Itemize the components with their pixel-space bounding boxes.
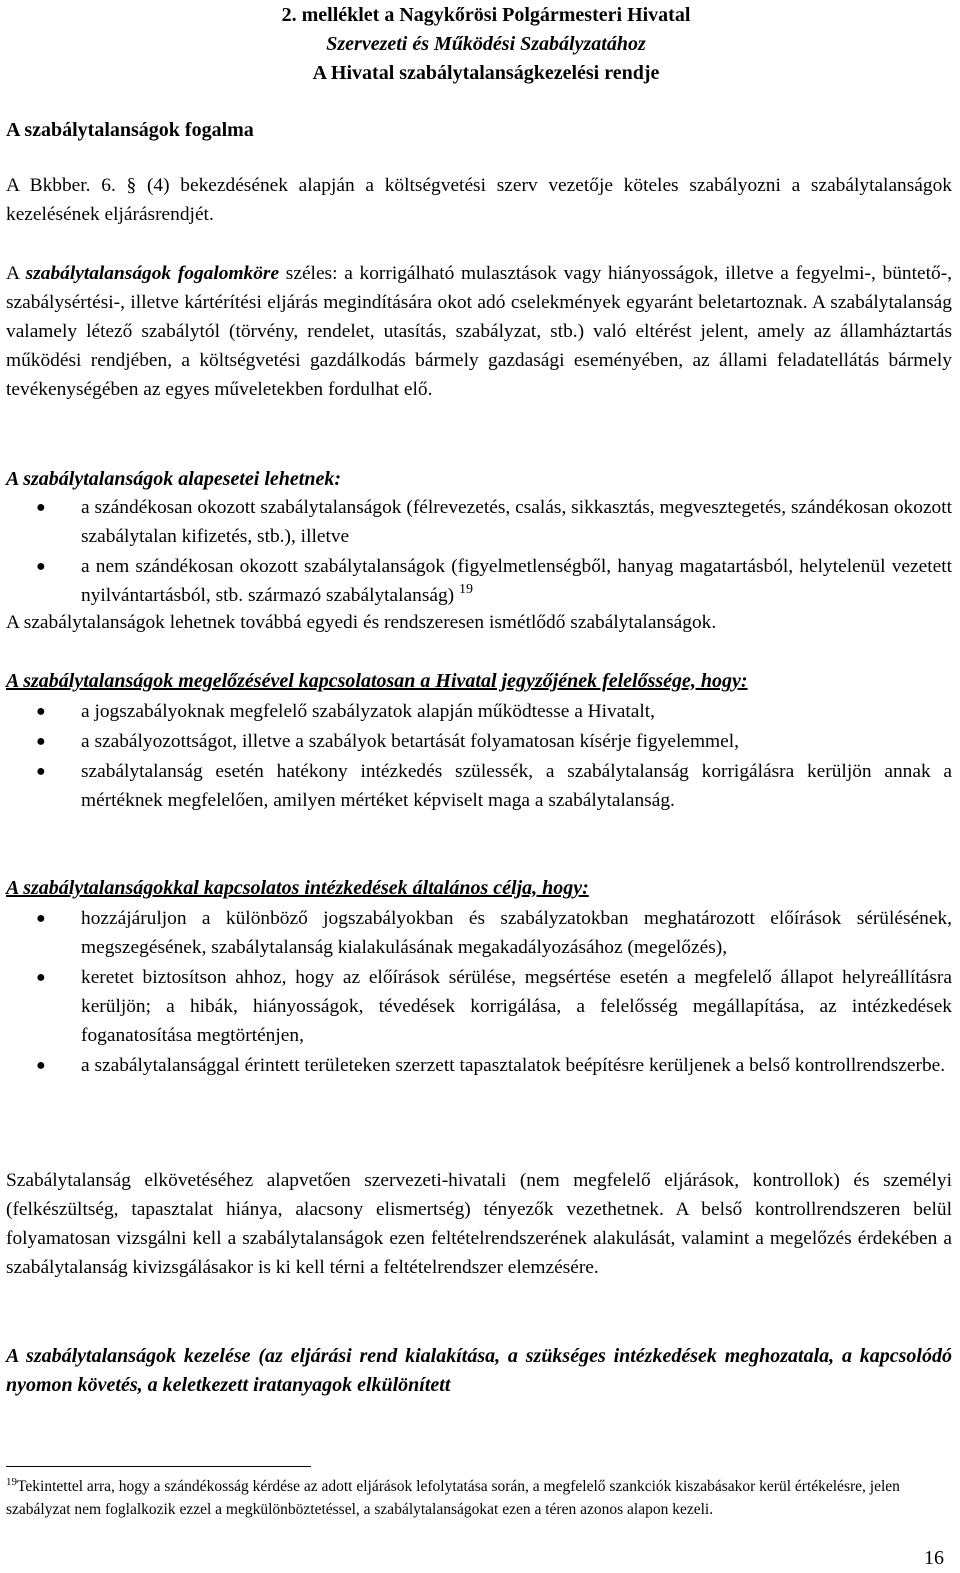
footnote-number: 19	[6, 1476, 17, 1488]
emphasis-concept-scope: szabálytalanságok fogalomköre	[25, 263, 280, 284]
list-item-text: hozzájáruljon a különböző jogszabályokban és szabályzatokban meghatározott előírások sérülésének, megszegésének, szabálytalanság kialakulásának megakadályozásához (megelőzés),	[81, 908, 952, 958]
footnote-reference[interactable]: 19	[459, 582, 473, 597]
para-body: széles: a korrigálható mulasztások vagy hiányosságok, illetve a fegyelmi-, büntető-, szabálysértési-, illetve kártérítési eljárás megindítására okot adó cselekmények egyaránt beletartoznak. A szabálytalanság valamely létező szabálytól (törvény, rendelet, utasítás, szabályzat, stb.) való eltérést jelent, amely az államháztartás működési rendjében, a költségvetési gazdálkodás bármely gazdasági eseményében, az állami feladatellátás bármely tevékenységében az egyes műveletekben fordulhat elő.	[6, 263, 952, 400]
list-item-text: a jogszabályoknak megfelelő szabályzatok alapján működtesse a Hivatalt,	[81, 701, 655, 722]
section-title-responsibility: A szabálytalanságok megelőzésével kapcsolatosan a Hivatal jegyzőjének felelőssége, hogy:	[6, 670, 748, 692]
page-number: 16	[924, 1547, 944, 1569]
list-item-text: a szabálytalansággal érintett területeken szerzett tapasztalatok beépítésre kerüljenek a belső kontrollrendszerbe.	[81, 1055, 946, 1076]
list-item	[6, 1051, 952, 1080]
document-header	[236, 1, 736, 88]
header-annex-title: 2. melléklet a Nagykőrösi Polgármesteri Hivatal	[281, 4, 691, 26]
bullet-icon: ●	[36, 499, 46, 516]
list-item	[6, 493, 952, 551]
list-item	[6, 727, 952, 756]
list-item	[6, 963, 952, 1050]
header-subject-title: A Hivatal szabálytalanságkezelési rendje	[312, 62, 660, 84]
list-item-text: a szándékosan okozott szabálytalanságok (félrevezetés, csalás, sikkasztás, megvesztegetés, szándékosan okozott szabálytalan kifizetés, stb.), illetve	[81, 497, 952, 547]
paragraph-concept-definition	[6, 259, 952, 404]
footnote-text: Tekintettel arra, hogy a szándékosság kérdése az adott eljárások lefolytatása során, a megfelelő szankciók kiszabásakor kerül értékelésre, jelen szabályzat nem foglalkozik ezzel a megkülönböztetéssel, a szabálytalanságokat ezen a téren azonos alapon kezeli.	[6, 1478, 900, 1518]
bullet-icon: ●	[36, 969, 46, 986]
section-title-handling: A szabálytalanságok kezelése (az eljárási rend kialakítása, a szükséges intézkedések meghozatala, a kapcsolódó nyomon követés, a keletkezett iratanyagok elkülönített	[6, 1345, 952, 1396]
section-title-general-goal: A szabálytalanságokkal kapcsolatos intézkedések általános célja, hogy:	[6, 877, 589, 899]
bullet-icon: ●	[36, 558, 46, 575]
list-item-text: szabálytalanság esetén hatékony intézkedés szülessék, a szabálytalanság korrigálásra kerüljön annak a mértéknek megfelelően, amilyen mértéket képviselt maga a szabálytalanság.	[81, 761, 952, 811]
list-item-text: a nem szándékosan okozott szabálytalanságok (figyelmetlenségből, hanyag magatartásból, helytelenül vezetett nyilvántartásból, stb. származó szabálytalanság)	[81, 556, 952, 606]
list-item	[6, 697, 952, 726]
footnote	[6, 1475, 952, 1521]
list-basic-cases	[6, 493, 952, 610]
paragraph-irregularity-types: A szabálytalanságok lehetnek továbbá egyedi és rendszeresen ismétlődő szabálytalanságok.	[6, 612, 717, 633]
section-title-basic-cases: A szabálytalanságok alapesetei lehetnek:	[6, 468, 341, 490]
bullet-icon: ●	[36, 910, 46, 927]
header-regulation-title: Szervezeti és Működési Szabályzatához	[326, 33, 646, 55]
footnote-separator	[6, 1466, 311, 1467]
bullet-icon: ●	[36, 703, 46, 720]
bullet-icon: ●	[36, 763, 46, 780]
list-item	[6, 904, 952, 962]
list-item	[6, 757, 952, 815]
para-prefix: A	[6, 263, 26, 284]
bullet-icon: ●	[36, 1057, 46, 1074]
list-responsibilities	[6, 697, 952, 815]
list-item-text: a szabályozottságot, illetve a szabályok betartását folyamatosan kísérje figyelemmel,	[81, 731, 739, 752]
bullet-icon: ●	[36, 733, 46, 750]
list-goals	[6, 904, 952, 1080]
paragraph-legal-basis: A Bkbber. 6. § (4) bekezdésének alapján a költségvetési szerv vezetője köteles szabályozni a szabálytalanságok kezelésének eljárásrendjét.	[6, 175, 952, 225]
list-item	[6, 552, 952, 610]
section-title-concept: A szabálytalanságok fogalma	[6, 119, 254, 141]
paragraph-conditions: Szabálytalanság elkövetéséhez alapvetően szervezeti-hivatali (nem megfelelő eljárások, kontrollok) és személyi (felkészültség, tapasztalat hiánya, alacsony elismertség) tényezők vezethetnek. A belső kontrollrendszeren belül folyamatosan vizsgálni kell a szabálytalanságok ezen feltételrendszerének alakulását, valamint a megelőzés érdekében a szabálytalanság kivizsgálásakor is ki kell térni a feltételrendszer elemzésére.	[6, 1170, 952, 1278]
list-item-text: keretet biztosítson ahhoz, hogy az előírások sérülése, megsértése esetén a megfelelő állapot helyreállításra kerüljön; a hibák, hiányosságok, tévedések korrigálása, a felelősség megállapítása, az intézkedések foganatosítása megtörténjen,	[81, 967, 952, 1046]
